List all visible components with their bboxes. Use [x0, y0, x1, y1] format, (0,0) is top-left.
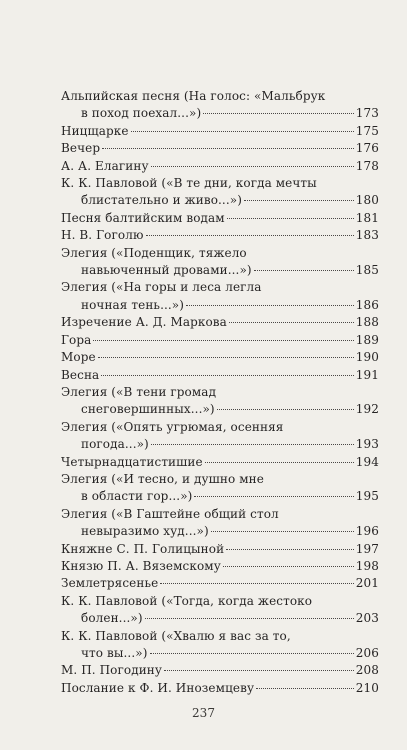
toc-entry: [61, 367, 379, 384]
toc-entry-text: блистательно и живо...»): [81, 193, 242, 208]
dot-leader: [93, 340, 353, 341]
toc-entry-text: Вечер: [61, 141, 101, 156]
toc-entry-text: Весна: [61, 367, 100, 382]
toc-entry-text: что вы...»): [81, 646, 148, 660]
toc-entry-text: Гора: [61, 332, 92, 347]
toc-entry-title-line: [61, 123, 379, 140]
toc-entry: [61, 662, 379, 679]
toc-entry: [61, 332, 379, 349]
toc-entry: [61, 158, 379, 175]
toc-entry-page-number: 183: [355, 228, 379, 243]
toc-entry-title-line: [61, 471, 379, 488]
toc-entry-title-line: [61, 314, 379, 331]
toc-entry-text: Элегия («На горы и леса легла: [61, 280, 262, 295]
toc-entry-text: А. А. Елагину: [61, 158, 149, 173]
toc-entry: [61, 419, 379, 454]
toc-entry-text: Ницщарке: [61, 123, 129, 138]
toc-entry-page-number: 185: [355, 263, 379, 278]
toc-entry-page-number: 175: [355, 123, 379, 138]
toc-entry: [61, 384, 379, 419]
dot-leader: [203, 113, 354, 114]
toc-entry-text: Элегия («Опять угрюмая, осенняя: [61, 419, 284, 434]
dot-leader: [186, 305, 354, 306]
toc-entry-text: погода...»): [81, 437, 149, 452]
toc-entry-page-number: 197: [355, 541, 379, 556]
toc-entry-text: Послание к Ф. И. Иноземцеву: [61, 680, 255, 695]
toc-entry-title-line: [61, 367, 379, 384]
toc-entry-text: Элегия («Поденщик, тяжело: [61, 245, 247, 260]
toc-entry-title-line: [61, 541, 379, 558]
toc-entry-title-line: [61, 506, 379, 523]
toc-entry-page-number: 186: [355, 297, 379, 312]
toc-entry-text: снеговершинных...»): [81, 402, 215, 417]
toc-entry-title-line: [61, 245, 379, 262]
toc-entry-text: К. К. Павловой («Тогда, когда жестоко: [61, 593, 313, 608]
toc-entry-text: в поход поехал...»): [81, 106, 202, 121]
toc-entry-continuation-line: [61, 262, 379, 279]
toc-entry-text: М. П. Погодину: [61, 663, 163, 678]
dot-leader: [227, 218, 354, 219]
toc-entry: [61, 454, 379, 471]
toc-entry: [61, 471, 379, 506]
dot-leader: [205, 462, 354, 463]
toc-entry-text: Море: [61, 350, 96, 365]
toc-entry-title-line: [61, 680, 379, 697]
toc-entry: [61, 140, 379, 157]
toc-entry-page-number: 188: [355, 315, 379, 330]
toc-entry-page-number: 192: [355, 402, 379, 417]
toc-entry-page-number: 201: [355, 576, 379, 591]
toc-entry: [61, 210, 379, 227]
toc-entry: [61, 680, 379, 697]
toc-entry-page-number: 173: [355, 106, 379, 121]
toc-entry-continuation-line: [61, 436, 379, 453]
toc-entry: [61, 628, 379, 663]
toc-entry-page-number: 206: [355, 646, 379, 660]
dot-leader: [256, 688, 354, 689]
toc-entry-title-line: [61, 279, 379, 296]
toc-entry-text: К. К. Павловой («Хвалю я вас за то,: [61, 628, 291, 643]
dot-leader: [194, 496, 353, 497]
toc-entry: [61, 279, 379, 314]
toc-entry-title-line: [61, 628, 379, 645]
dot-leader: [98, 357, 354, 358]
toc-entry-continuation-line: [61, 297, 379, 314]
toc-entry-continuation-line: [61, 645, 379, 662]
toc-entry-continuation-line: [61, 105, 379, 122]
dot-leader: [229, 322, 354, 323]
toc-entry-text: К. К. Павловой («В те дни, когда мечты: [61, 176, 317, 191]
toc-entry-continuation-line: [61, 401, 379, 418]
dot-leader: [101, 375, 353, 376]
dot-leader: [217, 409, 354, 410]
toc-entry-title-line: [61, 419, 379, 436]
toc-entry: [61, 349, 379, 366]
toc-entry: [61, 123, 379, 140]
toc-entry-text: Княжне С. П. Голицыной: [61, 541, 225, 556]
toc-entry-continuation-line: [61, 610, 379, 627]
toc-entry-text: в области гор...»): [81, 489, 193, 504]
toc-entry-text: Элегия («В Гаштейне общий стол: [61, 506, 279, 521]
toc-entry-title-line: [61, 158, 379, 175]
toc-entry-text: Элегия («И тесно, и душно мне: [61, 471, 264, 486]
toc-entry: [61, 245, 379, 280]
toc-entry: [61, 227, 379, 244]
dot-leader: [131, 131, 354, 132]
dot-leader: [102, 148, 354, 149]
dot-leader: [145, 618, 354, 619]
toc-entry-text: Землетрясенье: [61, 576, 159, 591]
toc-entry-page-number: 195: [355, 489, 379, 504]
dot-leader: [151, 166, 354, 167]
toc-entry-continuation-line: [61, 523, 379, 540]
toc-entry-page-number: 210: [355, 680, 379, 695]
toc-entry-text: Н. В. Гоголю: [61, 228, 144, 243]
toc-entry-continuation-line: [61, 192, 379, 209]
toc-entry-title-line: [61, 140, 379, 157]
toc-entry-title-line: [61, 349, 379, 366]
toc-entry-text: Изречение А. Д. Маркова: [61, 315, 227, 330]
toc-entry-page-number: 181: [355, 210, 379, 225]
toc-entry: [61, 506, 379, 541]
dot-leader: [150, 653, 354, 654]
toc-entry-text: Четырнадцатистишие: [61, 454, 203, 469]
dot-leader: [151, 444, 354, 445]
toc-entry-page-number: 203: [355, 611, 379, 626]
toc-entry-text: невыразимо худ...»): [81, 524, 209, 539]
dot-leader: [244, 200, 354, 201]
toc-entry: [61, 593, 379, 628]
dot-leader: [223, 566, 354, 567]
dot-leader: [226, 549, 354, 550]
toc-entry-text: Князю П. А. Вяземскому: [61, 558, 221, 573]
toc-entry: [61, 88, 379, 123]
toc-entry-page-number: 196: [355, 524, 379, 539]
toc-entry-text: Альпийская песня (На голос: «Мальбрук: [61, 89, 326, 103]
toc-entry: [61, 175, 379, 210]
toc-entry-title-line: [61, 575, 379, 592]
toc-entry-title-line: [61, 210, 379, 227]
toc-entry-page-number: 180: [355, 193, 379, 208]
toc-entry: [61, 558, 379, 575]
toc-entry-title-line: [61, 227, 379, 244]
toc-entry-page-number: 190: [355, 350, 379, 365]
dot-leader: [211, 531, 354, 532]
toc-entry-text: болен...»): [81, 611, 143, 626]
toc-entry-continuation-line: [61, 488, 379, 505]
toc-entry: [61, 575, 379, 592]
toc-entry-text: ночная тень...»): [81, 297, 185, 312]
toc-entry-title-line: [61, 88, 379, 105]
toc-entry-page-number: 176: [355, 141, 379, 156]
toc-entry-title-line: [61, 332, 379, 349]
toc-entry-text: навьюченный дровами...»): [81, 263, 252, 278]
toc-entry-text: Песня балтийским водам: [61, 210, 225, 225]
toc-entry-title-line: [61, 384, 379, 401]
dot-leader: [164, 670, 354, 671]
toc-entry-title-line: [61, 175, 379, 192]
toc-entry-page-number: 189: [355, 332, 379, 347]
toc-entry-title-line: [61, 662, 379, 679]
dot-leader: [160, 583, 353, 584]
toc-entry-title-line: [61, 454, 379, 471]
toc-entry-page-number: 178: [355, 158, 379, 173]
toc-entry: [61, 314, 379, 331]
dot-leader: [254, 270, 354, 271]
toc-entry-text: Элегия («В тени громад: [61, 384, 217, 399]
table-of-contents: [61, 88, 379, 697]
toc-entry: [61, 541, 379, 558]
toc-entry-title-line: [61, 558, 379, 575]
toc-entry-page-number: 191: [355, 367, 379, 382]
page-number: 237: [192, 706, 215, 720]
toc-entry-page-number: 194: [355, 454, 379, 469]
dot-leader: [146, 235, 354, 236]
toc-entry-page-number: 193: [355, 437, 379, 452]
toc-entry-page-number: 208: [355, 663, 379, 678]
toc-entry-page-number: 198: [355, 558, 379, 573]
toc-entry-title-line: [61, 593, 379, 610]
